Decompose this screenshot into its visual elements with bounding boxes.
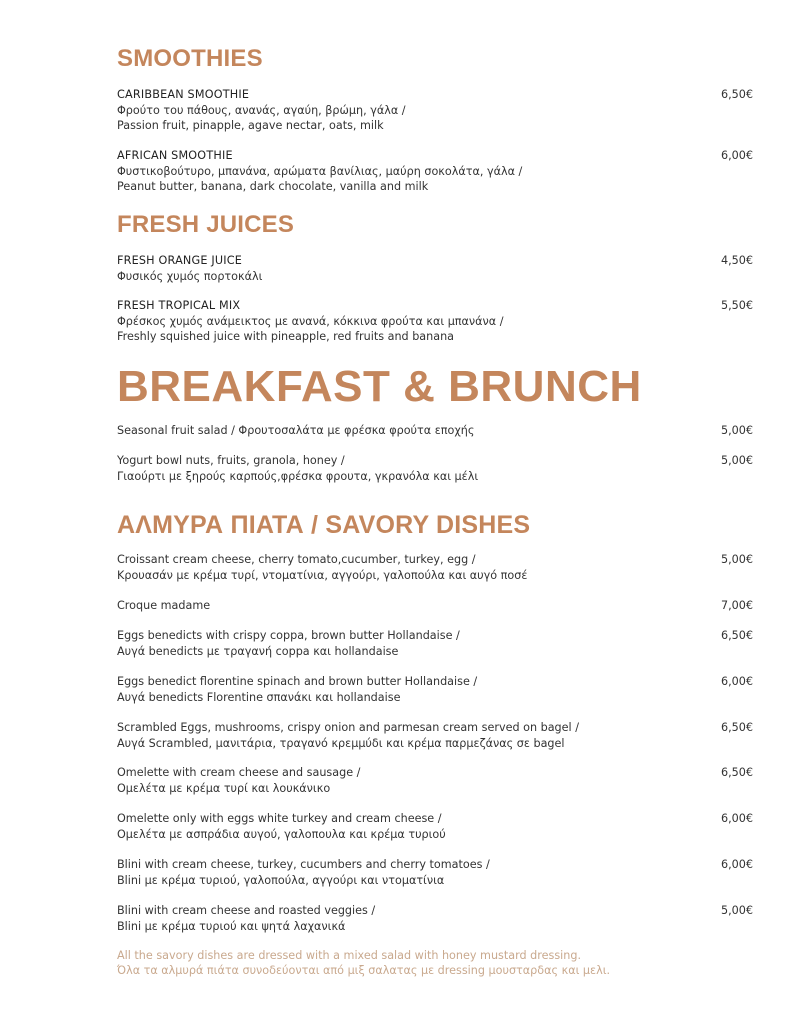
menu-item: [117, 148, 753, 195]
menu-item: [117, 857, 753, 888]
item-desc-english: Croque madame: [117, 599, 211, 612]
item-desc-english: Eggs benedicts with crispy coppa, brown butter Hollandaise /: [117, 629, 460, 642]
menu-item: [117, 903, 753, 934]
item-desc-greek: Φρούτο του πάθους, ανανάς, αγαύη, βρώμη, γάλα /: [117, 103, 406, 117]
menu-item: [117, 674, 753, 705]
menu-item: [117, 423, 753, 439]
item-desc: Seasonal fruit salad / Φρουτοσαλάτα με φρέσκα φρούτα εποχής: [117, 424, 475, 437]
item-price: 6,00€: [720, 858, 753, 871]
item-price: 6,00€: [720, 812, 753, 825]
savory-note-greek: Όλα τα αλμυρά πιάτα συνοδεύονται από μιξ σαλατας με dressing μουσταρδας και μελι.: [117, 964, 611, 977]
item-price: 4,50€: [720, 254, 753, 267]
item-desc-greek: Αυγά benedicts Florentine σπανάκι και hollandaise: [117, 690, 401, 704]
savory-note-english: All the savory dishes are dressed with a mixed salad with honey mustard dressing.: [117, 949, 582, 962]
item-desc-greek: Αυγά Scrambled, μανιτάρια, τραγανό κρεμμύδι και κρέμα παρμεζάνας σε bagel: [117, 736, 565, 750]
item-desc-english: Eggs benedict florentine spinach and brown butter Hollandaise /: [117, 675, 478, 688]
item-price: 6,00€: [720, 675, 753, 688]
item-price: 5,50€: [720, 299, 753, 312]
item-desc-greek: Φυστικοβούτυρο, μπανάνα, αρώματα βανίλιας, μαύρη σοκολάτα, γάλα /: [117, 164, 523, 178]
item-desc-greek: Κρουασάν με κρέμα τυρί, ντοματίνια, αγγούρι, γαλοπούλα και αυγό ποσέ: [117, 568, 528, 582]
item-desc-english: Scrambled Eggs, mushrooms, crispy onion and parmesan cream served on bagel /: [117, 721, 579, 734]
item-desc-greek: Φρέσκος χυμός ανάμεικτος με ανανά, κόκκινα φρούτα και μπανάνα /: [117, 314, 504, 328]
item-price: 7,00€: [720, 599, 753, 612]
section-title-fresh-juices: FRESH JUICES: [117, 211, 295, 238]
item-desc-english: Omelette only with eggs white turkey and cream cheese /: [117, 812, 442, 825]
item-desc-english: Croissant cream cheese, cherry tomato,cucumber, turkey, egg /: [117, 553, 476, 566]
item-name: CARIBBEAN SMOOTHIE: [117, 88, 250, 101]
item-price: 5,00€: [720, 424, 753, 437]
item-desc-english: Blini with cream cheese and roasted veggies /: [117, 904, 376, 917]
item-price: 5,00€: [720, 454, 753, 467]
item-desc-greek: Γιαούρτι με ξηρούς καρπούς,φρέσκα φρουτα, γκρανόλα και μέλι: [117, 469, 479, 483]
item-desc-english: Freshly squished juice with pineapple, red fruits and banana: [117, 330, 455, 343]
menu-item: [117, 253, 753, 284]
item-desc-english: Passion fruit, pinapple, agave nectar, oats, milk: [117, 119, 384, 132]
menu-item: [117, 720, 753, 751]
menu-item: [117, 298, 753, 345]
menu-item: [117, 87, 753, 134]
item-desc-english: Omelette with cream cheese and sausage /: [117, 766, 361, 779]
item-price: 5,00€: [720, 553, 753, 566]
item-desc-greek: Ομελέτα με κρέμα τυρί και λουκάνικο: [117, 781, 331, 795]
item-name: FRESH ORANGE JUICE: [117, 254, 243, 267]
item-desc-english: Yogurt bowl nuts, fruits, granola, honey /: [117, 454, 345, 467]
item-desc-greek: Αυγά benedicts με τραγανή coppa και hollandaise: [117, 644, 399, 658]
item-price: 6,00€: [720, 149, 753, 162]
item-desc-greek: Ομελέτα με ασπράδια αυγού, γαλοπουλα και κρέμα τυριού: [117, 827, 446, 841]
section-title-savory-dishes: ΑΛΜΥΡΑ ΠΙΑΤΑ / SAVORY DISHES: [117, 511, 531, 539]
item-price: 6,50€: [720, 88, 753, 101]
menu-item: [117, 453, 753, 484]
item-desc-english: Blini with cream cheese, turkey, cucumbers and cherry tomatoes /: [117, 858, 490, 871]
item-name: AFRICAN SMOOTHIE: [117, 149, 233, 162]
item-price: 6,50€: [720, 629, 753, 642]
menu-item: [117, 598, 753, 614]
section-title-breakfast-brunch: BREAKFAST & BRUNCH: [117, 362, 642, 411]
item-desc-english: Peanut butter, banana, dark chocolate, vanilla and milk: [117, 180, 429, 193]
menu-item: [117, 552, 753, 583]
item-price: 6,50€: [720, 766, 753, 779]
item-name: FRESH TROPICAL MIX: [117, 299, 241, 312]
item-price: 5,00€: [720, 904, 753, 917]
item-price: 6,50€: [720, 721, 753, 734]
menu-item: [117, 811, 753, 842]
section-title-smoothies: SMOOTHIES: [117, 45, 263, 72]
item-desc-greek: Blini με κρέμα τυριού και ψητά λαχανικά: [117, 919, 346, 933]
item-desc-greek: Blini με κρέμα τυριού, γαλοπούλα, αγγούρι και ντοματίνια: [117, 873, 445, 887]
menu-item: [117, 765, 753, 796]
item-desc-greek: Φυσικός χυμός πορτοκάλι: [117, 269, 263, 283]
menu-item: [117, 628, 753, 659]
